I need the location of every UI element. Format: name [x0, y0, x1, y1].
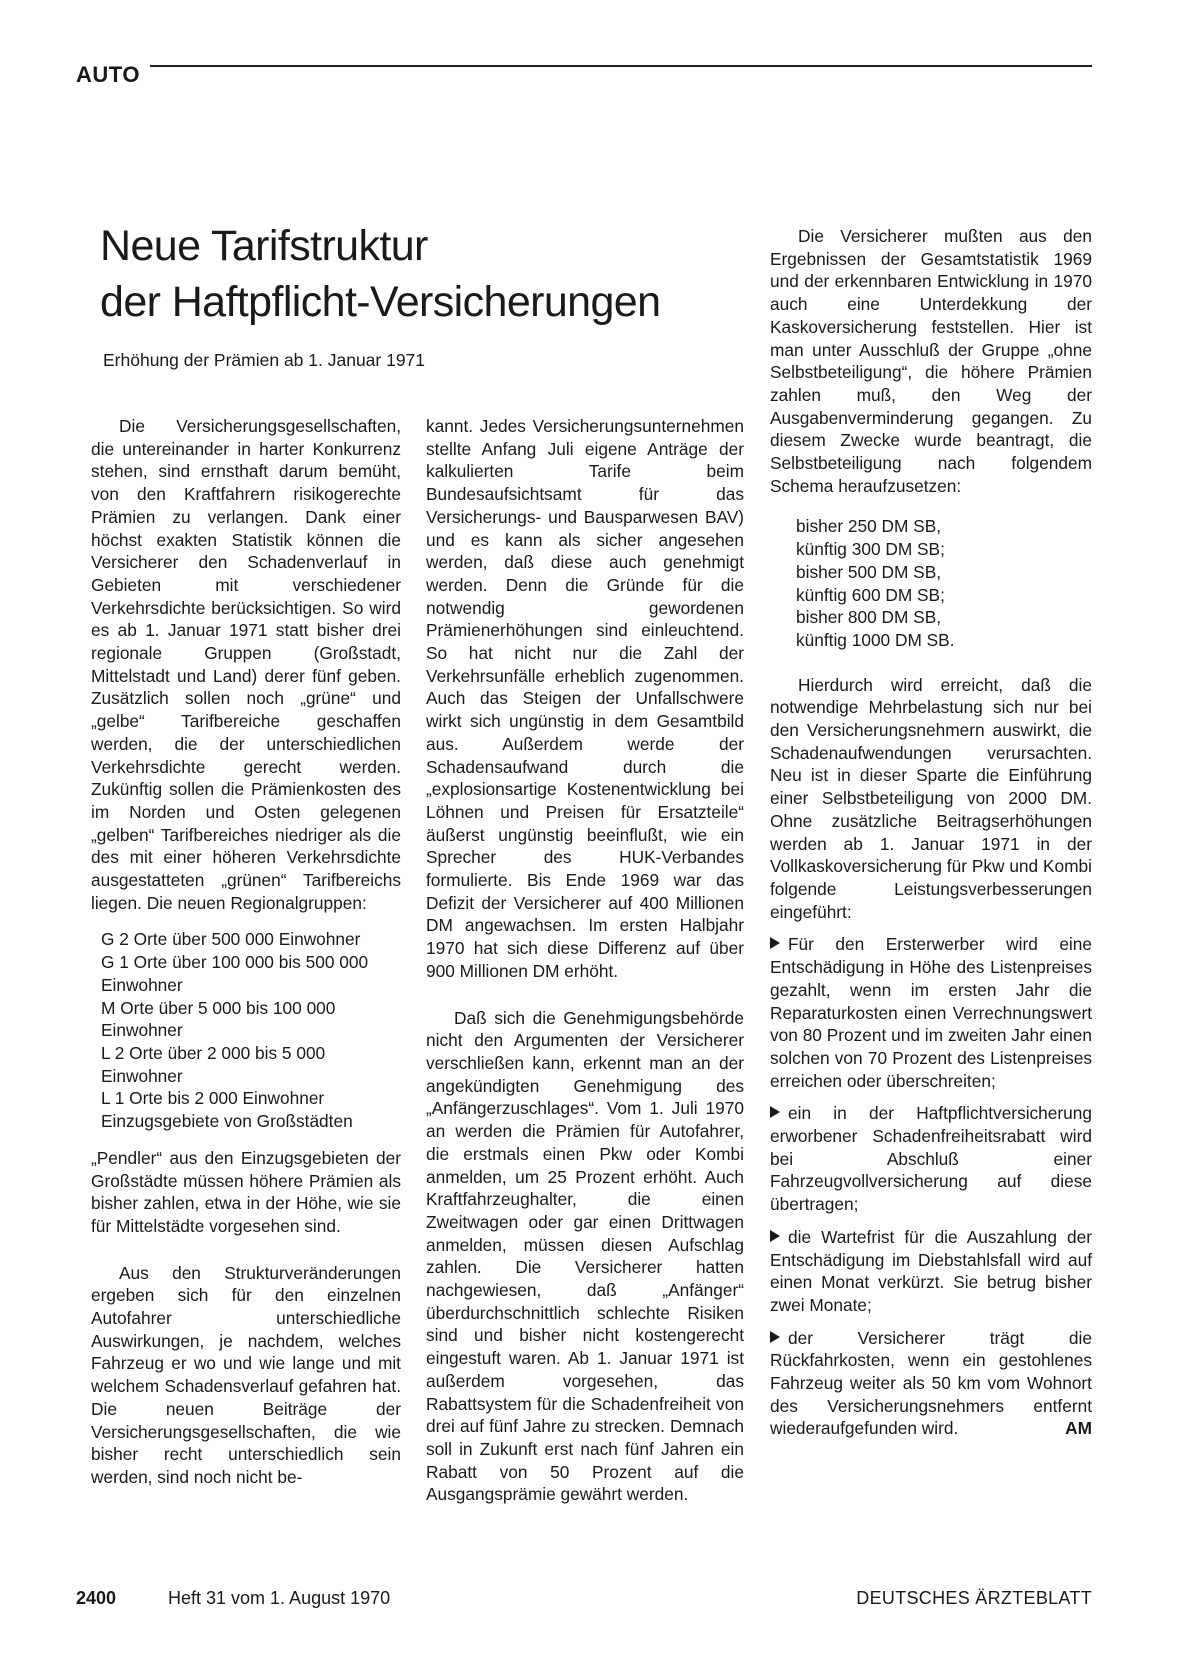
article-title: [100, 218, 740, 330]
bullet-text: die Wartefrist für die Auszahlung der Entschädigung im Diebstahlsfall wird auf einen Monat verkürzt. Sie betrug bisher zwei Monate;: [770, 1226, 1092, 1315]
deductible-item: künftig 1000 DM SB.: [796, 629, 955, 650]
region-item: Einzugsgebiete von Großstädten: [101, 1111, 353, 1132]
deductible-item: bisher 250 DM SB,: [796, 516, 942, 537]
region-item: G 1 Orte über 100 000 bis 500 000 Einwohner: [101, 952, 369, 995]
deductible-list: [796, 515, 1092, 651]
title-line-1: Neue Tarifstruktur: [100, 222, 428, 270]
section-rule: [150, 65, 1092, 67]
paragraph: Daß sich die Genehmigungsbehörde nicht den Argumenten der Versicherer verschließen kann, erkennt man an der angekündigten Genehmigung des „Anfängerzuschlages“. Vom 1. Juli 1970 an werden die Prämien für Autofahrer, die erstmals einen Pkw oder Kombi anmelden, um 25 Prozent erhöht. Auch Kraftfahrzeughalter, die einen Zweitwagen oder gar einen Drittwagen anmelden, müssen diesen Aufschlag zahlen. Die Versicherer hatten nachgewiesen, daß „Anfänger“ überdurchschnittlich schlechte Risiken sind und bisher nicht kostengerecht eingestuft waren. Ab 1. Januar 1971 ist außerdem vorgesehen, das Rabattsystem für die Schadenfreiheit von drei auf fünf Jahre zu strecken. Demnach soll in Zukunft erst nach fünf Jahren ein Rabatt von 50 Prozent auf die Ausgangsprämie gewährt werden.: [426, 1007, 744, 1505]
author-signature: AM: [1065, 1418, 1092, 1439]
article-subtitle: Erhöhung der Prämien ab 1. Januar 1971: [103, 350, 426, 370]
paragraph: Die Versicherer mußten aus den Ergebnissen der Gesamtstatistik 1969 und der erkennbaren Entwicklung in 1970 auch eine Unterdekkung der Kaskoversicherung feststellen. Hier ist man unter Ausschluß der Gruppe „ohne Selbstbeteiligung“, die höhere Prämien zahlen muß, den Weg der Ausgabenverminderung gegangen. Zu diesem Zwecke wurde beantragt, die Selbstbeteiligung nach folgendem Schema heraufzusetzen:: [770, 226, 1092, 496]
page-number: 2400: [76, 1588, 117, 1608]
section-label: AUTO: [76, 62, 140, 87]
region-item: L 1 Orte bis 2 000 Einwohner: [101, 1088, 325, 1109]
bullet-item: [770, 933, 1092, 1092]
paragraph: Aus den Strukturveränderungen ergeben sich für den einzelnen Autofahrer unterschiedliche Auswirkungen, je nachdem, welches Fahrzeug er wo und wie lange und mit welchem Schadensverlauf gefahren hat. Die neuen Beiträge der Versicherungsgesellschaften, die wie bisher recht unterschiedlich sein werden, sind noch nicht be-: [91, 1262, 401, 1487]
region-item: G 2 Orte über 500 000 Einwohner: [101, 929, 361, 950]
issue-info: Heft 31 vom 1. August 1970: [168, 1588, 391, 1608]
triangle-bullet-icon: [770, 1230, 780, 1242]
triangle-bullet-icon: [770, 937, 780, 949]
bullet-text: ein in der Haftpflichtversicherung erworbener Schadenfreiheitsrabatt wird bei Abschluß einer Fahrzeugvollversicherung auf diese übertragen;: [770, 1103, 1092, 1215]
bullet-item: [770, 1327, 1092, 1441]
column-2: [426, 415, 744, 1506]
deductible-item: bisher 500 DM SB,: [796, 561, 942, 582]
bullet-item: [770, 1226, 1092, 1317]
triangle-bullet-icon: [770, 1106, 780, 1118]
deductible-item: künftig 600 DM SB;: [796, 584, 945, 605]
region-list: [101, 928, 401, 1132]
bullet-item: [770, 1102, 1092, 1216]
region-item: L 2 Orte über 2 000 bis 5 000 Einwohner: [101, 1042, 326, 1086]
column-3: [770, 225, 1092, 1440]
triangle-bullet-icon: [770, 1331, 780, 1343]
title-line-2: der Haftpflicht-Versicherungen: [100, 278, 661, 326]
region-item: M Orte über 5 000 bis 100 000 Einwohner: [101, 997, 336, 1041]
paragraph: „Pendler“ aus den Einzugsgebieten der Großstädte müssen höhere Prämien als bisher zahlen, etwa in der Höhe, wie sie für Mittelstädte vorgesehen sind.: [91, 1147, 401, 1236]
deductible-item: bisher 800 DM SB,: [796, 607, 942, 628]
bullet-text: Für den Ersterwerber wird eine Entschädigung in Höhe des Listenpreises gezahlt, wenn im ersten Jahr die Reparaturkosten einen Verrechnungswert von 80 Prozent und im zweiten Jahr einen solchen von 70 Prozent des Listenpreises erreichen oder überschreiten;: [770, 934, 1092, 1091]
deductible-item: künftig 300 DM SB;: [796, 539, 945, 560]
column-1: [91, 415, 401, 1489]
journal-name: DEUTSCHES ÄRZTEBLATT: [856, 1588, 1092, 1608]
paragraph: Die Versicherungsgesellschaften, die untereinander in harter Konkurrenz stehen, sind ernsthaft darum bemüht, von den Kraftfahrern risikogerechte Prämien zu verlangen. Dank einer höchst exakten Statistik können die Versicherer den Schadenverlauf in Gebieten mit verschiedener Verkehrsdichte berücksichtigen. So wird es ab 1. Januar 1971 statt bisher drei regionale Gruppen (Großstadt, Mittelstadt und Land) derer fünf geben. Zusätzlich sollen noch „grüne“ und „gelbe“ Tarifbereiche geschaffen werden, die der unterschiedlichen Verkehrsdichte gerecht werden. Zukünftig sollen die Prämienkosten des im Norden und Osten gelegenen „gelben“ Tarifbereiches niedriger als die des mit einer höheren Verkehrsdichte ausgestatteten „grünen“ Tarifbereichs liegen. Die neuen Regionalgruppen:: [91, 416, 401, 913]
bullet-text: der Versicherer trägt die Rückfahrkosten, wenn ein gestohlenes Fahrzeug weiter als 50 km vom Wohnort des Versicherungsnehmers entfernt wiederaufgefunden wird.: [770, 1327, 1092, 1439]
paragraph: Hierdurch wird erreicht, daß die notwendige Mehrbelastung sich nur bei den Versicherungsnehmern auswirkt, die Schadenaufwendungen verursachten. Neu ist in dieser Sparte die Einführung einer Selbstbeteiligung von 2000 DM. Ohne zusätzliche Beitragserhöhungen werden ab 1. Januar 1971 in der Vollkaskoversicherung für Pkw und Kombi folgende Leistungsverbesserungen eingeführt:: [770, 674, 1092, 922]
paragraph: kannt. Jedes Versicherungsunternehmen stellte Anfang Juli eigene Anträge der kalkulierten Tarife beim Bundesaufsichtsamt für das Versicherungs- und Bausparwesen BAV) und es kann als sicher angesehen werden, daß diese auch genehmigt werden. Denn die Gründe für die notwendig gewordenen Prämienerhöhungen sind einleuchtend. So hat nicht nur die Zahl der Verkehrsunfälle erheblich zugenommen. Auch das Steigen der Unfallschwere wirkt sich ungünstig in dem Gesamtbild aus. Außerdem werde der Schadensaufwand durch die „explosionsartige Kostenentwicklung bei Löhnen und Preisen für Ersatzteile“ äußerst ungünstig beeinflußt, wie ein Sprecher des HUK-Verbandes formulierte. Bis Ende 1969 war das Defizit der Versicherer auf 400 Millionen DM angewachsen. Im ersten Halbjahr 1970 hat sich diese Differenz auf über 900 Millionen DM erhöht.: [426, 416, 744, 981]
